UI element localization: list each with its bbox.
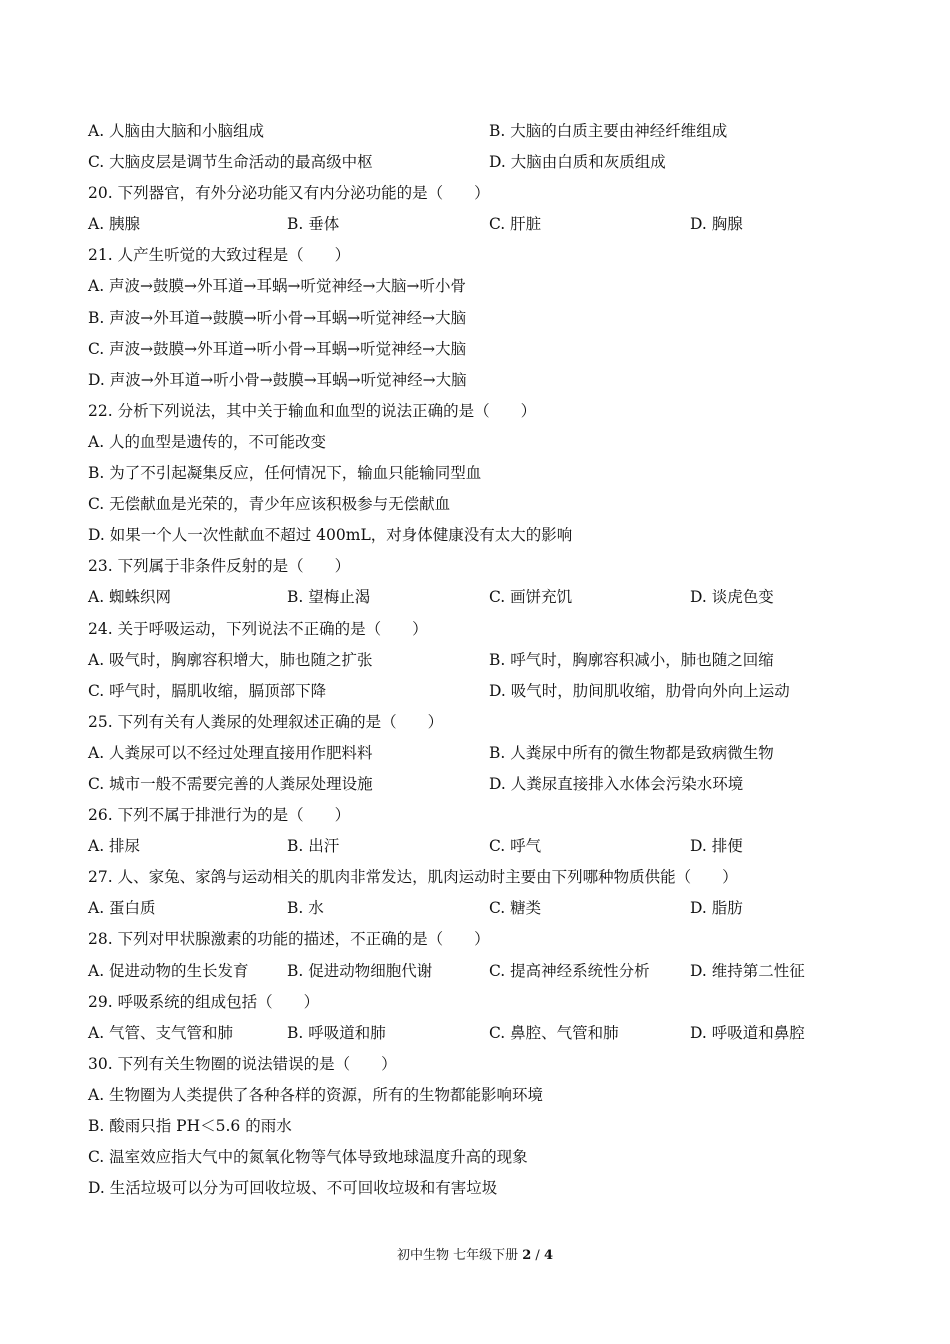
footer-page-total: 4 bbox=[543, 1248, 553, 1263]
q20-option-c: C. 肝脏 bbox=[489, 215, 542, 234]
q29-stem: 29. 呼吸系统的组成包括（ ） bbox=[88, 992, 320, 1011]
q22-option-c: C. 无偿献血是光荣的，青少年应该积极参与无偿献血 bbox=[88, 495, 451, 514]
q27-stem: 27. 人、家兔、家鸽与运动相关的肌肉非常发达，肌肉运动时主要由下列哪种物质供能（ ） bbox=[88, 868, 738, 887]
q26-option-a: A. 排尿 bbox=[88, 837, 141, 856]
q27-option-c: C. 糖类 bbox=[489, 899, 542, 918]
q24-option-a: A. 吸气时，胸廓容积增大，肺也随之扩张 bbox=[88, 650, 373, 669]
q24-options-row-2 bbox=[88, 676, 868, 707]
q29-option-c: C. 鼻腔、气管和肺 bbox=[489, 1023, 619, 1042]
q19-option-c: C. 大脑皮层是调节生命活动的最高级中枢 bbox=[88, 153, 373, 172]
q27-options bbox=[88, 893, 868, 924]
q26-options bbox=[88, 831, 868, 862]
q22-stem: 22. 分析下列说法，其中关于输血和血型的说法正确的是（ ） bbox=[88, 401, 537, 420]
footer-separator: / bbox=[531, 1248, 544, 1263]
q25-option-d: D. 人粪尿直接排入水体会污染水环境 bbox=[489, 774, 744, 793]
q24-stem: 24. 关于呼吸运动，下列说法不正确的是（ ） bbox=[88, 619, 428, 638]
q27-option-d: D. 脂肪 bbox=[690, 899, 743, 918]
q26-option-b: B. 出汗 bbox=[287, 837, 340, 856]
q22-option-b: B. 为了不引起凝集反应，任何情况下，输血只能输同型血 bbox=[88, 464, 482, 483]
q27-option-a: A. 蛋白质 bbox=[88, 899, 156, 918]
q20-option-d: D. 胸腺 bbox=[690, 215, 743, 234]
page-footer bbox=[0, 1244, 950, 1263]
q20-option-b: B. 垂体 bbox=[287, 215, 340, 234]
footer-label: 初中生物 七年级下册 bbox=[396, 1248, 523, 1263]
q26-option-d: D. 排便 bbox=[690, 837, 743, 856]
q23-stem: 23. 下列属于非条件反射的是（ ） bbox=[88, 557, 351, 576]
q19-option-a: A. 人脑由大脑和小脑组成 bbox=[88, 122, 265, 140]
q22-option-d: D. 如果一个人一次性献血不超过 400mL，对身体健康没有太大的影响 bbox=[88, 526, 573, 545]
q25-option-c: C. 城市一般不需要完善的人粪尿处理设施 bbox=[88, 774, 373, 793]
q21-option-b: B. 声波→外耳道→鼓膜→听小骨→耳蜗→听觉神经→大脑 bbox=[88, 308, 467, 327]
q21-option-c: C. 声波→鼓膜→外耳道→听小骨→耳蜗→听觉神经→大脑 bbox=[88, 339, 467, 358]
q22-option-a: A. 人的血型是遗传的，不可能改变 bbox=[88, 432, 327, 451]
q24-option-c: C. 呼气时，膈肌收缩，膈顶部下降 bbox=[88, 681, 327, 700]
q28-option-a: A. 促进动物的生长发育 bbox=[88, 961, 249, 980]
q25-option-b: B. 人粪尿中所有的微生物都是致病微生物 bbox=[489, 743, 774, 762]
q23-options bbox=[88, 582, 868, 613]
q24-option-d: D. 吸气时，肋间肌收缩，肋骨向外向上运动 bbox=[489, 681, 790, 700]
q24-options-row-1 bbox=[88, 645, 868, 676]
question-list bbox=[88, 116, 868, 1204]
q21-stem: 21. 人产生听觉的大致过程是（ ） bbox=[88, 246, 351, 265]
q19-options-row-2 bbox=[88, 147, 868, 178]
q20-options bbox=[88, 209, 868, 240]
q24-option-b: B. 呼气时，胸廓容积减小，肺也随之回缩 bbox=[489, 650, 774, 669]
q29-options bbox=[88, 1018, 868, 1049]
q28-stem: 28. 下列对甲状腺激素的功能的描述，不正确的是（ ） bbox=[88, 930, 490, 949]
q28-option-d: D. 维持第二性征 bbox=[690, 961, 805, 980]
q30-option-d: D. 生活垃圾可以分为可回收垃圾、不可回收垃圾和有害垃圾 bbox=[88, 1179, 498, 1198]
q25-options-row-2 bbox=[88, 769, 868, 800]
q25-options-row-1 bbox=[88, 738, 868, 769]
q28-option-b: B. 促进动物细胞代谢 bbox=[287, 961, 433, 980]
q25-option-a: A. 人粪尿可以不经过处理直接用作肥料料 bbox=[88, 743, 373, 762]
q30-option-c: C. 温室效应指大气中的氮氧化物等气体导致地球温度升高的现象 bbox=[88, 1148, 528, 1167]
q29-option-b: B. 呼吸道和肺 bbox=[287, 1023, 386, 1042]
q26-option-c: C. 呼气 bbox=[489, 837, 542, 856]
q21-option-a: A. 声波→鼓膜→外耳道→耳蜗→听觉神经→大脑→听小骨 bbox=[88, 277, 466, 296]
q21-option-d: D. 声波→外耳道→听小骨→鼓膜→耳蜗→听觉神经→大脑 bbox=[88, 370, 467, 389]
q30-option-b: B. 酸雨只指 PH＜5.6 的雨水 bbox=[88, 1117, 292, 1135]
q23-option-d: D. 谈虎色变 bbox=[690, 588, 774, 607]
footer-page-number: 2 bbox=[522, 1248, 532, 1263]
q19-option-b: B. 大脑的白质主要由神经纤维组成 bbox=[489, 122, 728, 140]
q30-option-a: A. 生物圈为人类提供了各种各样的资源，所有的生物都能影响环境 bbox=[88, 1085, 544, 1104]
q26-stem: 26. 下列不属于排泄行为的是（ ） bbox=[88, 806, 351, 825]
q29-option-d: D. 呼吸道和鼻腔 bbox=[690, 1023, 805, 1042]
q19-option-d: D. 大脑由白质和灰质组成 bbox=[489, 153, 666, 172]
q19-options-row-1 bbox=[88, 116, 868, 147]
q20-option-a: A. 胰腺 bbox=[88, 215, 141, 234]
q27-option-b: B. 水 bbox=[287, 899, 324, 918]
q30-stem: 30. 下列有关生物圈的说法错误的是（ ） bbox=[88, 1054, 397, 1073]
q28-options bbox=[88, 956, 868, 987]
q28-option-c: C. 提高神经系统性分析 bbox=[489, 961, 650, 980]
q23-option-a: A. 蜘蛛织网 bbox=[88, 588, 172, 607]
q29-option-a: A. 气管、支气管和肺 bbox=[88, 1023, 234, 1042]
q25-stem: 25. 下列有关有人粪尿的处理叙述正确的是（ ） bbox=[88, 712, 444, 731]
q23-option-b: B. 望梅止渴 bbox=[287, 588, 371, 607]
q23-option-c: C. 画饼充饥 bbox=[489, 588, 573, 607]
q20-stem: 20. 下列器官，有外分泌功能又有内分泌功能的是（ ） bbox=[88, 184, 490, 203]
